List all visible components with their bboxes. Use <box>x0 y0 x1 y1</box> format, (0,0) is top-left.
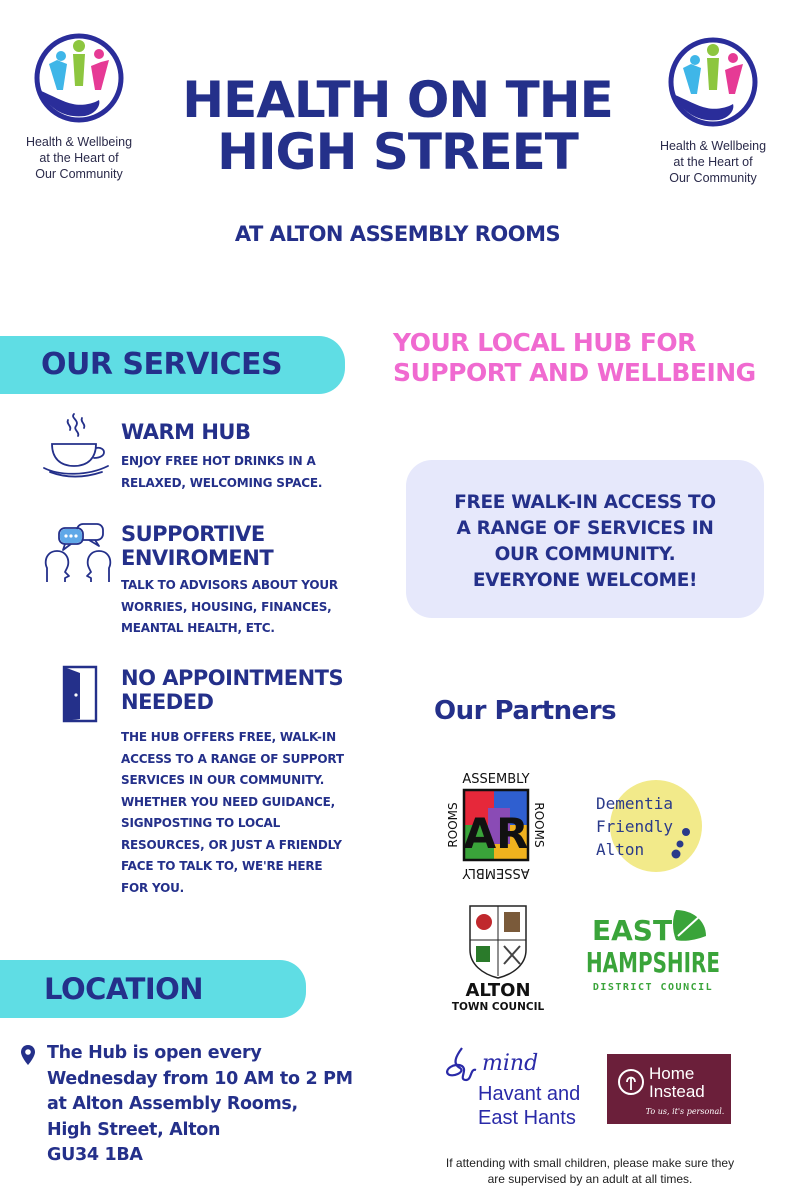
service-description <box>121 727 344 899</box>
east-hants-line2: HAMPSHIRE <box>586 946 720 979</box>
home-instead-line1: Home <box>649 1064 695 1083</box>
logo-caption-line: at the Heart of <box>39 151 119 165</box>
service-title <box>121 522 273 570</box>
service-text-line: THE HUB OFFERS FREE, WALK-IN <box>121 730 336 744</box>
page-title <box>150 71 645 181</box>
service-description <box>121 451 322 494</box>
tagline <box>393 328 783 388</box>
dementia-line: Friendly <box>596 817 674 836</box>
services-heading-banner <box>0 336 345 394</box>
conversation-icon <box>43 522 113 584</box>
service-description <box>121 575 338 640</box>
dementia-line: Alton <box>596 840 645 859</box>
logo-caption <box>652 138 774 186</box>
assembly-rooms-top-text: ASSEMBLY <box>462 772 530 787</box>
tagline-line: YOUR LOCAL HUB FOR <box>393 328 696 357</box>
note-line: are supervised by an adult at all times. <box>487 1172 693 1186</box>
wellbeing-logo-icon <box>33 34 125 130</box>
mind-line1: Havant and <box>478 1083 581 1105</box>
service-text-line: ENJOY FREE HOT DRINKS IN A <box>121 454 316 468</box>
east-hampshire-logo <box>584 908 724 996</box>
location-heading: LOCATION <box>44 972 204 1006</box>
callout-line: A RANGE OF SERVICES IN <box>456 518 714 539</box>
mind-logo <box>442 1044 592 1130</box>
east-hants-line3: DISTRICT COUNCIL <box>592 982 714 993</box>
service-title <box>121 666 343 714</box>
callout-line: FREE WALK-IN ACCESS TO <box>454 492 716 513</box>
location-details <box>47 1041 377 1169</box>
assembly-rooms-logo <box>444 768 548 882</box>
children-supervision-note <box>420 1155 760 1187</box>
service-title <box>121 420 251 444</box>
logo-left <box>18 34 140 182</box>
service-text-line: ACCESS TO A RANGE OF SUPPORT <box>121 751 344 766</box>
assembly-rooms-mark: AR <box>463 809 529 858</box>
note-line: If attending with small children, please make sure they <box>445 1156 735 1170</box>
service-text-line: SIGNPOSTING TO LOCAL <box>121 816 281 830</box>
callout-line: EVERYONE WELCOME! <box>472 570 698 591</box>
assembly-rooms-right-text: ROOMS <box>532 802 546 848</box>
service-text-line: WORRIES, HOUSING, FINANCES, <box>121 599 332 614</box>
logo-right <box>652 38 774 186</box>
service-title-line: SUPPORTIVE <box>121 522 265 546</box>
callout-line: OUR COMMUNITY. <box>494 544 676 565</box>
partners-heading: Our Partners <box>434 696 617 726</box>
location-line: High Street, Alton <box>47 1119 221 1140</box>
location-heading-banner <box>0 960 306 1018</box>
map-pin-icon <box>20 1044 36 1066</box>
service-text-line: FOR YOU. <box>121 880 184 895</box>
assembly-rooms-bottom-text: ASSEMBLY <box>462 865 530 880</box>
walk-in-callout <box>406 460 764 618</box>
assembly-rooms-left-text: ROOMS <box>446 802 460 848</box>
service-text-line: FACE TO TALK TO, WE'RE HERE <box>121 859 323 873</box>
logo-caption-line: Health & Wellbeing <box>25 135 133 149</box>
open-door-icon <box>60 665 100 723</box>
mind-line2: East Hants <box>478 1107 576 1129</box>
service-text-line: TALK TO ADVISORS ABOUT YOUR <box>121 578 338 592</box>
service-text-line: WHETHER YOU NEED GUIDANCE, <box>121 794 335 809</box>
page-subtitle: AT ALTON ASSEMBLY ROOMS <box>234 222 561 246</box>
tagline-line: SUPPORT AND WELLBEING <box>393 358 756 387</box>
home-instead-tagline: To us, it's personal. <box>645 1107 725 1116</box>
title-line: HEALTH ON THE <box>182 71 613 129</box>
dementia-friendly-logo <box>590 776 700 872</box>
logo-caption <box>18 134 140 182</box>
mind-brand: mind <box>482 1051 539 1076</box>
services-heading: OUR SERVICES <box>41 347 283 382</box>
alton-council-name: ALTON <box>465 980 531 1001</box>
location-line: The Hub is open every <box>47 1043 262 1063</box>
logo-caption-line: Our Community <box>35 167 123 181</box>
service-title-line: ENVIROMENT <box>121 546 274 570</box>
logo-caption-line: Our Community <box>669 171 757 185</box>
wellbeing-logo-icon <box>667 38 759 134</box>
location-line: GU34 1BA <box>47 1145 143 1165</box>
teacup-icon <box>40 408 114 482</box>
dementia-line: Dementia <box>596 794 674 813</box>
service-title-line: WARM HUB <box>121 420 251 444</box>
service-title-line: NO APPOINTMENTS <box>121 666 344 690</box>
location-line: at Alton Assembly Rooms, <box>47 1094 298 1114</box>
service-text-line: MEANTAL HEALTH, ETC. <box>121 621 275 635</box>
alton-council-sub: TOWN COUNCIL <box>451 1001 545 1013</box>
east-hants-line1: EAST <box>592 914 673 947</box>
home-instead-line2: Instead <box>649 1082 705 1101</box>
logo-caption-line: Health & Wellbeing <box>659 139 767 153</box>
home-instead-logo <box>607 1054 731 1124</box>
location-line: Wednesday from 10 AM to 2 PM <box>47 1068 353 1089</box>
service-text-line: SERVICES IN OUR COMMUNITY. <box>121 773 325 787</box>
service-text-line: RESOURCES, OR JUST A FRIENDLY <box>121 837 342 852</box>
service-text-line: RELAXED, WELCOMING SPACE. <box>121 475 323 490</box>
service-title-line: NEEDED <box>121 690 214 714</box>
title-line: HIGH STREET <box>217 123 578 181</box>
alton-town-council-logo <box>444 902 550 1014</box>
logo-caption-line: at the Heart of <box>673 155 753 169</box>
